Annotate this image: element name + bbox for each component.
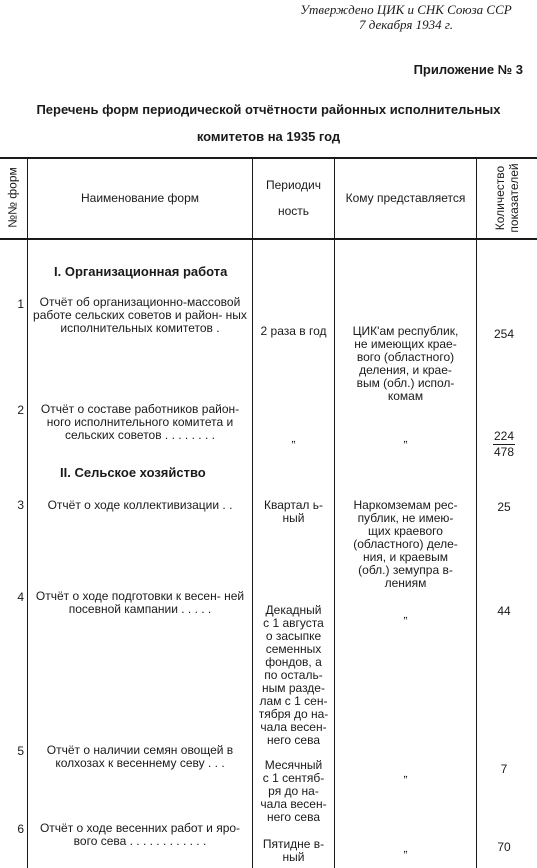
approval-line-2: 7 декабря 1934 г.: [358, 17, 454, 32]
row-period: [253, 604, 334, 747]
column-divider-1: [27, 157, 28, 868]
row-name-line: Отчёт о ходе весенних работ и яро-: [39, 821, 241, 835]
table-header-rule: [0, 238, 537, 240]
row-period-line: ным разде-: [262, 681, 325, 695]
header-period: [253, 177, 334, 220]
header-count: [493, 158, 521, 238]
row-period-line: лам с 1 сен-: [259, 694, 328, 708]
row-period-line: тября до на-: [258, 707, 329, 721]
row-recipient: „: [403, 431, 408, 445]
row-name-line: Отчёт о наличии семян овощей в: [46, 743, 234, 757]
title-line-2: комитетов на 1935 год: [196, 129, 341, 144]
row-period-line: ный: [282, 511, 305, 525]
row-period-line: ный: [282, 850, 305, 864]
column-divider-3: [334, 157, 335, 868]
row-count: 25: [497, 500, 511, 514]
row-recipient-line: деления, и крае-: [359, 363, 452, 377]
header-count-line-1: Количество: [493, 165, 507, 231]
row-count-fraction: [479, 429, 529, 460]
header-count-line-2: показателей: [507, 163, 521, 233]
row-period-line: Месячный: [264, 758, 323, 772]
row-recipient: „: [403, 841, 408, 855]
row-recipient-line: (обл.) земупрa в-: [358, 563, 453, 577]
row-recipient: [337, 499, 474, 590]
row-period-line: по осталь-: [264, 668, 323, 682]
row-name: [30, 822, 250, 848]
row-number: 1: [17, 297, 24, 311]
row-period-line: Декадный: [265, 603, 322, 617]
row-period-line: о засыпке: [265, 629, 322, 643]
row-recipient: [337, 325, 474, 403]
row-name-line: сельских советов . . . . . . . .: [65, 428, 215, 442]
row-count: 44: [497, 604, 511, 618]
row-name-line: Отчёт об организационно-массовой: [39, 295, 241, 309]
row-period-line: ря до на-: [268, 784, 319, 798]
row-period-line: Пятидне в-: [262, 837, 325, 851]
title-line-1: Перечень форм периодической отчётности районных исполнительных: [36, 102, 501, 117]
row-name-line: колхозах к весеннему севу . . .: [55, 756, 225, 770]
row-recipient-line: (областного) деле-: [353, 537, 458, 551]
row-name: [30, 499, 250, 512]
row-count-bottom: 478: [493, 445, 515, 459]
row-count: 254: [493, 327, 515, 341]
header-num: №№ форм: [5, 167, 20, 228]
header-recipient: Кому представляется: [345, 191, 466, 205]
column-divider-4: [476, 157, 477, 868]
row-period: [253, 759, 334, 824]
row-recipient-line: комам: [387, 389, 424, 403]
row-period-line: него сева: [266, 733, 320, 747]
row-number: 5: [17, 744, 24, 758]
approval-stamp: [278, 2, 534, 32]
row-recipient-line: ЦИК'ам республик,: [352, 324, 459, 338]
row-period-line: семенных: [265, 642, 322, 656]
row-recipient-line: вым (обл.) испол-: [356, 376, 455, 390]
row-name-line: ней посевной кампании . . . . .: [68, 589, 245, 616]
row-period: 2 раза в год: [260, 324, 327, 338]
section-heading: I. Организационная работа: [54, 264, 228, 279]
row-period-line: с 1 сентяб-: [262, 771, 325, 785]
row-name: [30, 403, 250, 442]
row-period-line: фондов, а: [265, 655, 322, 669]
row-recipient-line: лениям: [384, 576, 427, 590]
row-recipient-line: вого (областного): [356, 350, 455, 364]
section-heading: II. Сельское хозяйство: [60, 465, 206, 480]
row-period-line: Квартал ь-: [264, 498, 323, 512]
row-recipient-line: не имеющих крае-: [354, 337, 457, 351]
row-recipient-line: щих краевого: [368, 524, 443, 538]
approval-line-1: Утверждено ЦИК и СНК Союза ССР: [300, 2, 512, 17]
row-period-line: с 1 августа: [263, 616, 324, 630]
row-period-line: чала весен-: [260, 720, 327, 734]
row-count: 7: [500, 762, 508, 776]
row-number: 4: [17, 590, 24, 604]
row-count: 70: [497, 840, 511, 854]
row-name-line: Отчёт о ходе коллективизации . .: [47, 498, 233, 512]
row-name: [30, 296, 250, 335]
row-period: [253, 838, 334, 864]
row-name-line: работе сельских советов и район-: [33, 308, 223, 322]
row-recipient: „: [403, 766, 408, 780]
row-recipient: „: [403, 607, 408, 621]
row-count-top: 224: [493, 429, 515, 443]
row-number: 6: [17, 822, 24, 836]
row-recipient-line: ния, и краевым: [362, 550, 449, 564]
appendix-label: Приложение № 3: [413, 62, 523, 77]
row-name: [30, 590, 250, 616]
header-period-line-1: Периодич: [265, 178, 322, 192]
header-period-line-2: ность: [277, 204, 310, 218]
row-name-line: ных исполнительных комитетов .: [60, 308, 247, 335]
row-name-line: Отчёт о ходе подготовки к весен-: [35, 589, 221, 603]
row-number: 3: [17, 498, 24, 512]
table-top-rule: [0, 157, 537, 159]
row-name-line: Отчёт о составе работников район-: [40, 402, 240, 416]
row-name-line: вого сева . . . . . . . . . . . .: [73, 834, 207, 848]
row-recipient-line: публик, не имею-: [357, 511, 454, 525]
row-name: [30, 744, 250, 770]
row-period: [253, 499, 334, 525]
row-number: 2: [17, 403, 24, 417]
row-period-line: него сева: [266, 810, 320, 824]
header-name: Наименование форм: [81, 191, 199, 205]
row-name-line: ного исполнительного комитета и: [46, 415, 234, 429]
row-period-line: чала весен-: [260, 797, 327, 811]
document-title: [0, 96, 537, 150]
row-recipient-line: Наркомземам рес-: [353, 498, 458, 512]
row-period: „: [291, 431, 296, 445]
